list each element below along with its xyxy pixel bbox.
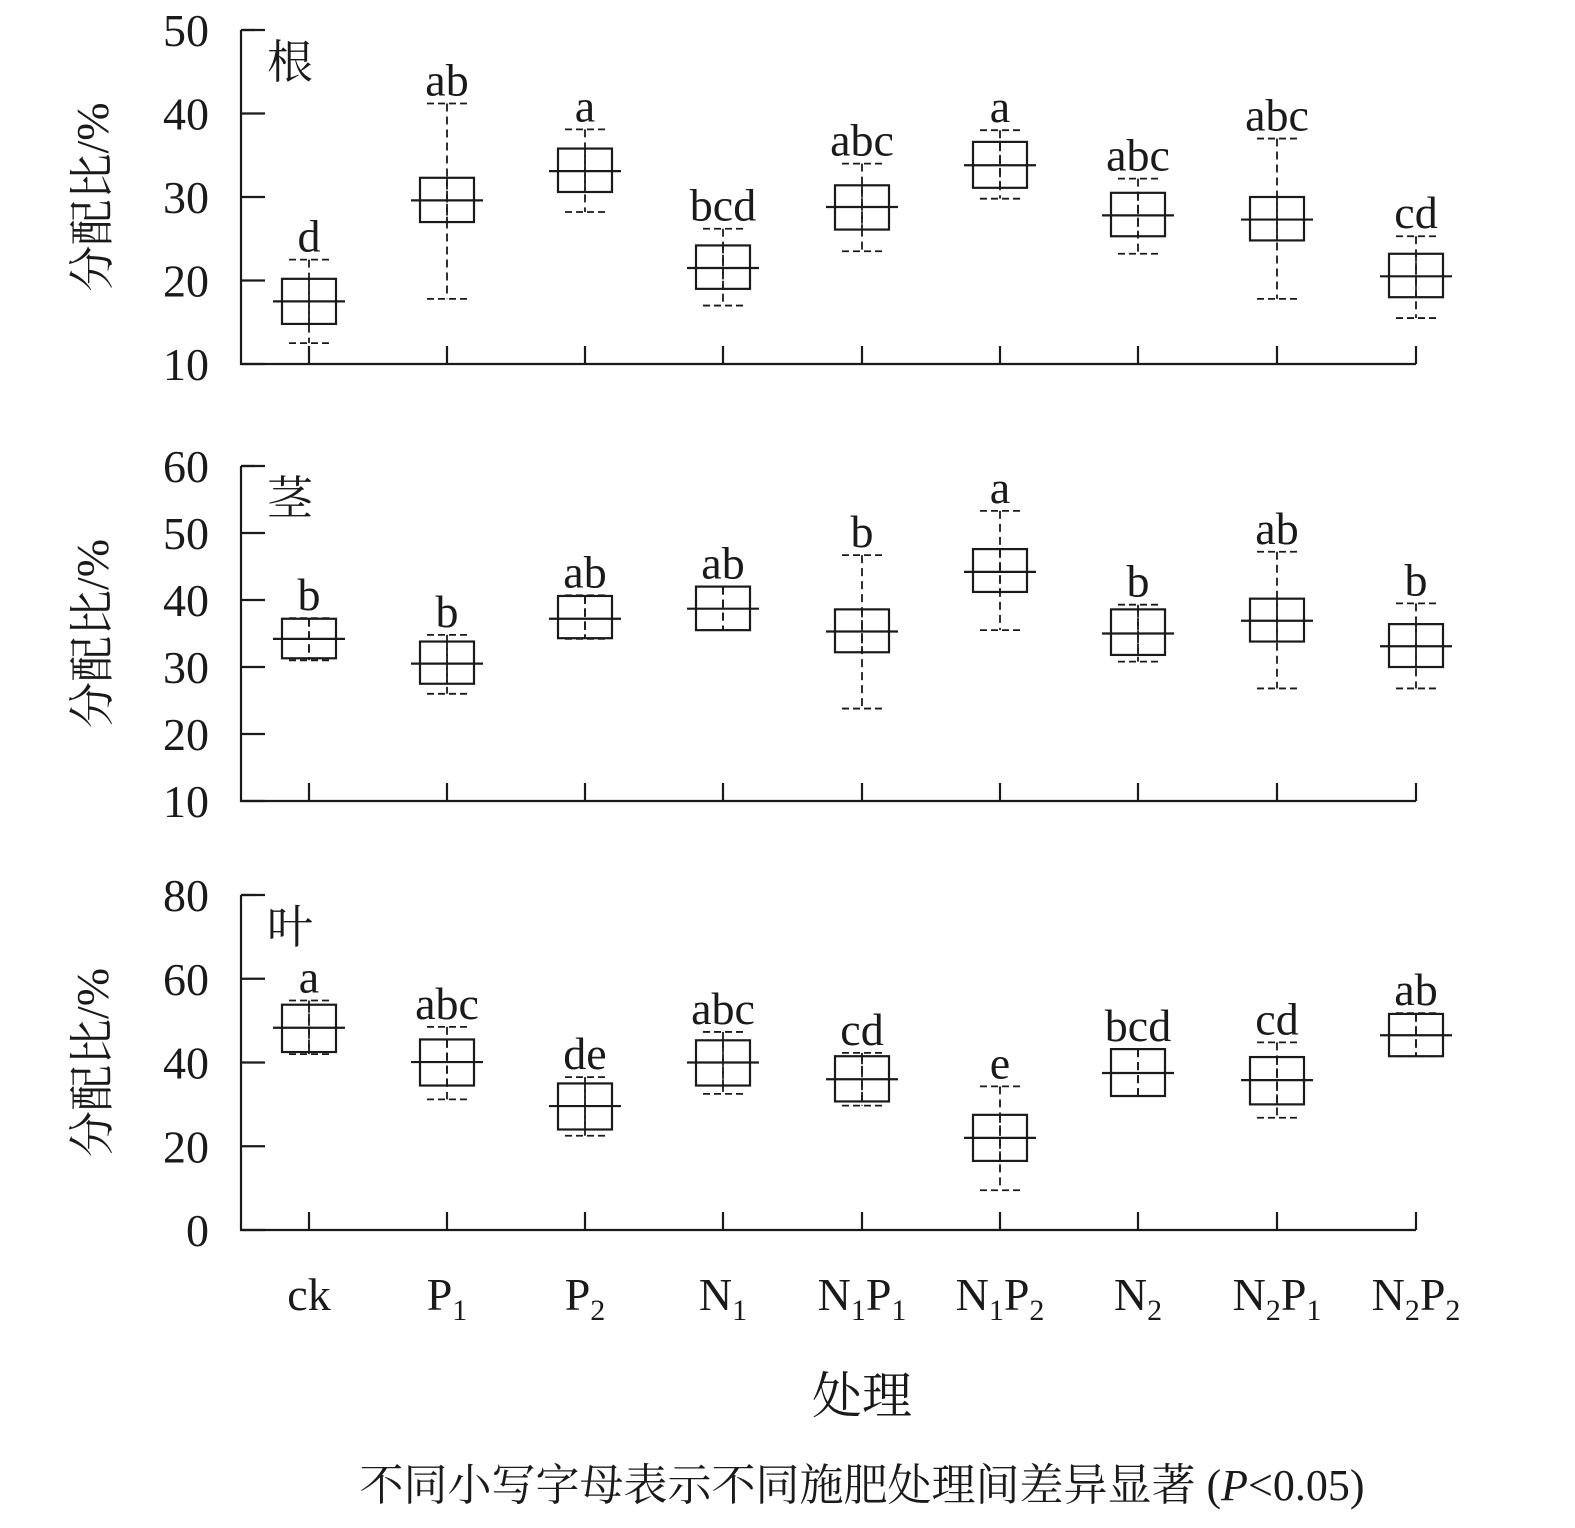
box-3 xyxy=(549,1028,621,1136)
x-label-subscript: 1 xyxy=(891,1294,907,1327)
x-label-subscript: 2 xyxy=(590,1294,606,1327)
box-1 xyxy=(273,211,345,344)
panel-title: 叶 xyxy=(267,902,313,953)
panel-2 xyxy=(67,441,1452,827)
y-tick-label: 20 xyxy=(163,709,209,760)
significance-letter: b xyxy=(435,585,459,637)
box-1 xyxy=(273,569,345,660)
significance-letter: ab xyxy=(1394,964,1438,1016)
box-3 xyxy=(549,80,621,212)
significance-letter: b xyxy=(850,506,874,558)
chart-panels xyxy=(67,5,1452,1256)
x-tick-label xyxy=(818,1269,907,1327)
significance-letter: abc xyxy=(1106,129,1170,181)
x-label-subscript: 2 xyxy=(1404,1294,1420,1327)
box-5 xyxy=(826,506,898,708)
panel-title: 根 xyxy=(267,37,313,88)
x-tick-label xyxy=(427,1269,468,1327)
y-tick-label: 30 xyxy=(163,642,209,693)
x-label-text: P xyxy=(1003,1269,1030,1320)
significance-letter: ab xyxy=(563,546,607,598)
significance-letter: bcd xyxy=(689,179,757,231)
significance-letter: b xyxy=(1404,554,1428,606)
y-tick-label: 80 xyxy=(163,870,209,921)
y-axis-label: 分配比/% xyxy=(67,967,118,1158)
y-tick-label: 40 xyxy=(163,88,209,140)
axis-lines xyxy=(241,466,1416,801)
x-label-subscript: 1 xyxy=(988,1294,1004,1327)
box-7 xyxy=(1102,556,1174,662)
significance-letter: cd xyxy=(1255,993,1299,1045)
y-tick-label: 10 xyxy=(163,339,209,390)
x-label-text: N xyxy=(955,1269,989,1320)
significance-letter: b xyxy=(297,569,321,621)
box-9 xyxy=(1380,964,1452,1056)
panel-1 xyxy=(67,5,1452,390)
caption-p-symbol: P xyxy=(1221,1461,1249,1510)
caption-text: 不同小写字母表示不同施肥处理间差异显著 ( xyxy=(359,1461,1222,1510)
significance-letter: bcd xyxy=(1104,1000,1172,1052)
x-tick-label xyxy=(1372,1269,1461,1327)
y-axis-label: 分配比/% xyxy=(67,102,118,292)
significance-letter: cd xyxy=(1394,187,1438,239)
significance-letter: cd xyxy=(840,1003,884,1055)
box-9 xyxy=(1380,554,1452,688)
x-tick-label xyxy=(287,1269,330,1320)
x-tick-label xyxy=(565,1269,606,1327)
box-4 xyxy=(687,983,759,1094)
x-label-subscript: 1 xyxy=(1306,1294,1322,1327)
box-4 xyxy=(687,180,759,306)
box-5 xyxy=(826,1004,898,1106)
x-label-subscript: 2 xyxy=(1445,1294,1461,1327)
box-9 xyxy=(1380,187,1452,318)
y-tick-label: 0 xyxy=(186,1205,209,1256)
y-tick-label: 60 xyxy=(163,953,209,1005)
x-label-text: P xyxy=(564,1269,591,1320)
x-label-text: P xyxy=(865,1269,892,1320)
y-tick-label: 20 xyxy=(163,1121,209,1173)
significance-letter: de xyxy=(563,1028,607,1080)
y-tick-label: 30 xyxy=(163,172,209,223)
box-8 xyxy=(1241,993,1313,1117)
y-tick-label: 50 xyxy=(163,508,209,559)
x-label-text: N xyxy=(817,1269,851,1320)
significance-letter: ab xyxy=(425,54,469,106)
y-tick-label: 20 xyxy=(163,255,209,307)
x-label-text: N xyxy=(1113,1269,1148,1320)
significance-letter: abc xyxy=(1245,89,1309,141)
significance-letter: a xyxy=(298,951,320,1003)
x-label-text: N xyxy=(698,1269,733,1320)
significance-letter: b xyxy=(1126,555,1150,607)
box-4 xyxy=(687,538,759,631)
figure-caption xyxy=(359,1461,1364,1510)
box-5 xyxy=(826,115,898,252)
x-label-text: P xyxy=(1280,1269,1307,1320)
x-label-subscript: 1 xyxy=(732,1294,748,1327)
significance-letter: ab xyxy=(701,537,745,589)
y-axis-label: 分配比/% xyxy=(67,538,118,729)
x-label-subscript: 1 xyxy=(452,1294,468,1327)
y-tick-label: 60 xyxy=(163,441,209,492)
significance-letter: e xyxy=(989,1037,1011,1089)
x-axis-tick-labels xyxy=(287,1269,1460,1327)
box-6 xyxy=(964,462,1036,630)
box-3 xyxy=(549,546,621,639)
box-6 xyxy=(964,1037,1036,1190)
significance-letter: a xyxy=(574,80,596,132)
significance-letter: a xyxy=(989,81,1011,133)
box-8 xyxy=(1241,90,1313,299)
y-tick-label: 10 xyxy=(163,776,209,827)
x-label-subscript: 1 xyxy=(850,1294,866,1327)
y-tick-label: 50 xyxy=(163,5,209,56)
box-1 xyxy=(273,952,345,1055)
x-tick-label xyxy=(1233,1269,1322,1327)
significance-letter: abc xyxy=(415,977,479,1029)
x-tick-label xyxy=(699,1269,747,1327)
caption-threshold: <0.05) xyxy=(1248,1461,1365,1510)
x-tick-label xyxy=(956,1269,1045,1327)
box-8 xyxy=(1241,503,1313,689)
x-tick-label xyxy=(1114,1269,1162,1327)
box-2 xyxy=(411,586,483,694)
x-label-text: P xyxy=(1419,1269,1446,1320)
y-tick-label: 40 xyxy=(163,1037,209,1089)
x-label-text: P xyxy=(426,1269,453,1320)
x-label-subscript: 2 xyxy=(1147,1294,1163,1327)
box-2 xyxy=(411,54,483,298)
panel-title: 茎 xyxy=(267,473,313,524)
box-7 xyxy=(1102,130,1174,254)
x-label-text: N xyxy=(1232,1269,1266,1320)
axis-lines xyxy=(241,30,1416,364)
significance-letter: a xyxy=(989,461,1011,513)
y-tick-label: 40 xyxy=(163,575,209,626)
significance-letter: abc xyxy=(830,114,894,166)
x-axis-title: 处理 xyxy=(812,1368,912,1424)
box-6 xyxy=(964,81,1036,198)
x-label-text: ck xyxy=(287,1269,331,1320)
x-label-text: N xyxy=(1371,1269,1405,1320)
box-2 xyxy=(411,978,483,1099)
significance-letter: ab xyxy=(1255,502,1299,554)
box-7 xyxy=(1102,1000,1174,1096)
significance-letter: abc xyxy=(691,982,755,1034)
significance-letter: d xyxy=(297,210,321,262)
x-label-subscript: 2 xyxy=(1265,1294,1281,1327)
x-label-subscript: 2 xyxy=(1029,1294,1045,1327)
panel-3 xyxy=(67,870,1452,1256)
